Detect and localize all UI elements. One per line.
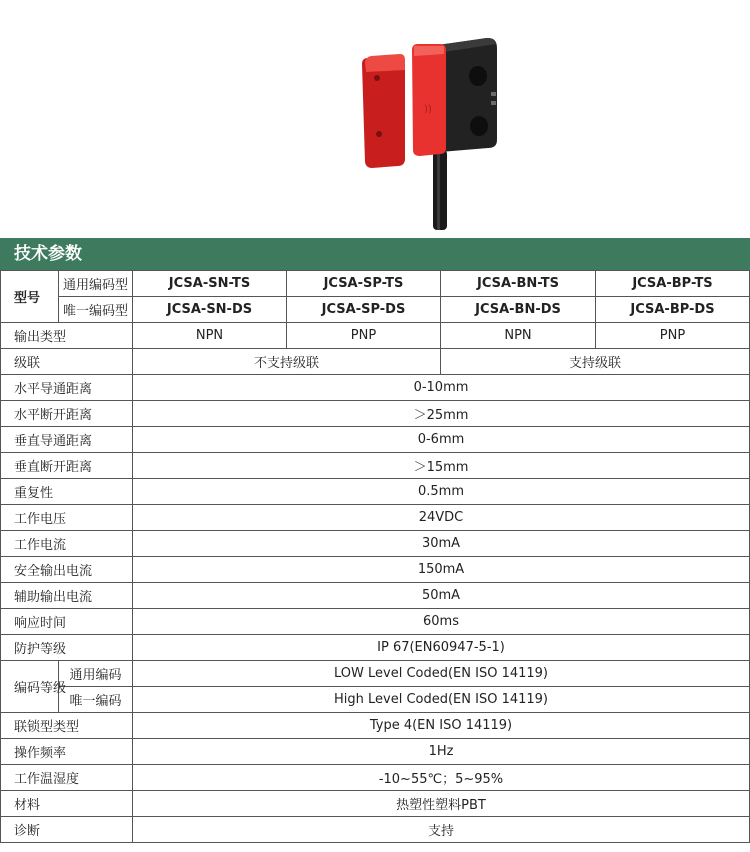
spec-value: 支持	[133, 817, 750, 843]
spec-value: Type 4(EN ISO 14119)	[133, 713, 750, 739]
model-cell: JCSA-BN-TS	[441, 271, 596, 297]
spec-value: 50mA	[133, 583, 750, 609]
spec-label: 防护等级	[1, 635, 133, 661]
section-title: 技术参数	[0, 238, 750, 270]
output-type-value: NPN	[441, 323, 596, 349]
cascade-value: 支持级联	[441, 349, 750, 375]
table-row	[1, 375, 750, 401]
model-cell: JCSA-BP-TS	[596, 271, 750, 297]
spec-value: ＞15mm	[133, 453, 750, 479]
coding-level-label: 编码等级	[1, 661, 59, 713]
model-cell: JCSA-SN-TS	[133, 271, 287, 297]
model-cell: JCSA-SN-DS	[133, 297, 287, 323]
spec-label: 工作电压	[1, 505, 133, 531]
spec-table	[0, 270, 750, 843]
spec-value: 热塑性塑料PBT	[133, 791, 750, 817]
table-row	[1, 765, 750, 791]
spec-label: 辅助输出电流	[1, 583, 133, 609]
spec-label: 诊断	[1, 817, 133, 843]
table-row	[1, 791, 750, 817]
table-row	[1, 453, 750, 479]
table-row	[1, 349, 750, 375]
table-row	[1, 427, 750, 453]
spec-value: 1Hz	[133, 739, 750, 765]
table-row	[1, 557, 750, 583]
spec-value: IP 67(EN60947-5-1)	[133, 635, 750, 661]
spec-value: -10~55℃；5~95%	[133, 765, 750, 791]
product-image	[0, 0, 750, 238]
table-row	[1, 635, 750, 661]
spec-label: 水平断开距离	[1, 401, 133, 427]
table-row	[1, 739, 750, 765]
generic-coding-label: 通用编码	[59, 661, 133, 687]
generic-model-label: 通用编码型	[59, 271, 133, 297]
spec-value: 0-6mm	[133, 427, 750, 453]
spec-value: 24VDC	[133, 505, 750, 531]
generic-coding-value: LOW Level Coded(EN ISO 14119)	[133, 661, 750, 687]
output-type-label: 输出类型	[1, 323, 133, 349]
output-type-value: PNP	[287, 323, 441, 349]
table-row	[1, 687, 750, 713]
table-row	[1, 661, 750, 687]
model-cell: JCSA-SP-TS	[287, 271, 441, 297]
model-cell: JCSA-BN-DS	[441, 297, 596, 323]
spec-label: 工作电流	[1, 531, 133, 557]
spec-value: 60ms	[133, 609, 750, 635]
spec-value: 0.5mm	[133, 479, 750, 505]
spec-label: 垂直断开距离	[1, 453, 133, 479]
unique-coding-label: 唯一编码	[59, 687, 133, 713]
spec-value: 0-10mm	[133, 375, 750, 401]
spec-value: 30mA	[133, 531, 750, 557]
sensor-illustration	[0, 0, 750, 238]
model-group-label: 型号	[1, 271, 59, 323]
spec-label: 垂直导通距离	[1, 427, 133, 453]
table-row	[1, 271, 750, 297]
svg-text:)): ))	[424, 104, 432, 115]
spec-label: 重复性	[1, 479, 133, 505]
unique-coding-value: High Level Coded(EN ISO 14119)	[133, 687, 750, 713]
spec-value: 150mA	[133, 557, 750, 583]
table-row	[1, 505, 750, 531]
table-row	[1, 531, 750, 557]
unique-model-label: 唯一编码型	[59, 297, 133, 323]
table-row	[1, 401, 750, 427]
table-row	[1, 713, 750, 739]
table-row	[1, 583, 750, 609]
table-row	[1, 479, 750, 505]
output-type-value: NPN	[133, 323, 287, 349]
table-row	[1, 817, 750, 843]
table-row	[1, 297, 750, 323]
spec-label: 操作频率	[1, 739, 133, 765]
spec-label: 安全输出电流	[1, 557, 133, 583]
spec-label: 水平导通距离	[1, 375, 133, 401]
cascade-label: 级联	[1, 349, 133, 375]
spec-value: ＞25mm	[133, 401, 750, 427]
table-row	[1, 323, 750, 349]
spec-label: 联锁型类型	[1, 713, 133, 739]
spec-label: 工作温湿度	[1, 765, 133, 791]
spec-label: 响应时间	[1, 609, 133, 635]
table-row	[1, 609, 750, 635]
model-cell: JCSA-SP-DS	[287, 297, 441, 323]
spec-label: 材料	[1, 791, 133, 817]
cascade-value: 不支持级联	[133, 349, 441, 375]
output-type-value: PNP	[596, 323, 750, 349]
model-cell: JCSA-BP-DS	[596, 297, 750, 323]
